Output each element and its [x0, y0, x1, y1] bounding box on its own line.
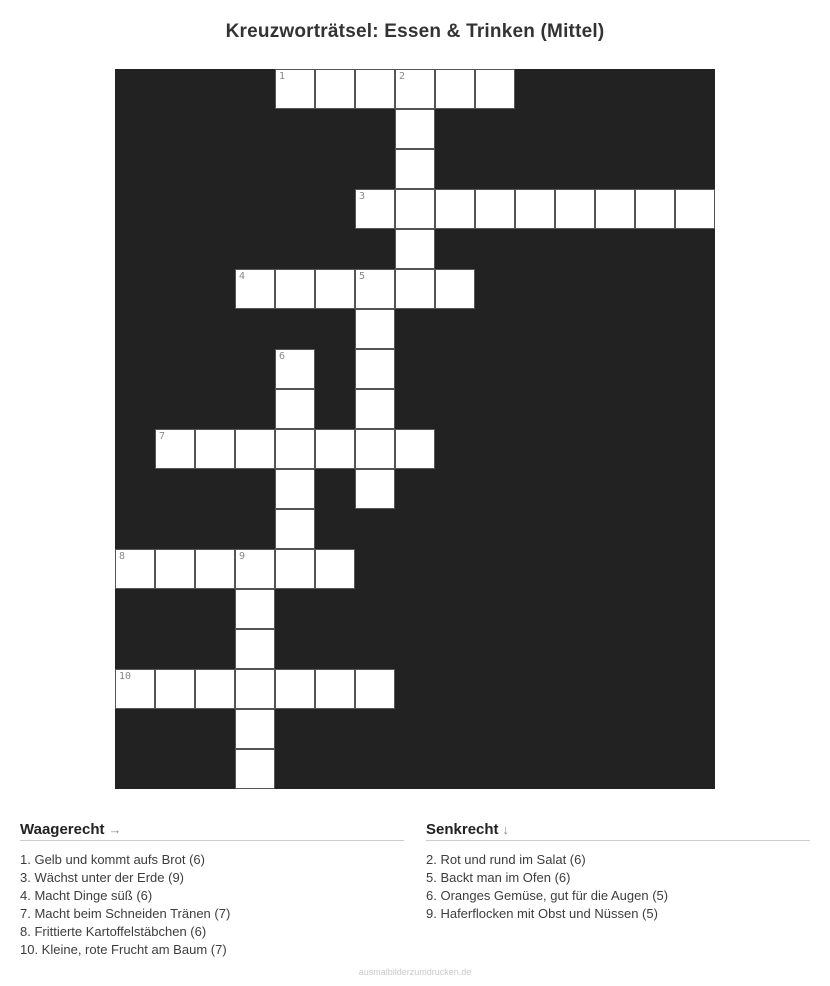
grid-cell-r3-c6[interactable]: [355, 189, 395, 229]
page-title: Kreuzworträtsel: Essen & Trinken (Mittel): [225, 21, 605, 42]
clue-item: 7. Macht beim Schneiden Tränen (7): [20, 906, 231, 921]
cell-number: 9: [239, 551, 246, 562]
cell-number: 1: [279, 71, 286, 82]
crossword-grid: [115, 69, 715, 789]
grid-cell-r9-c1[interactable]: [155, 429, 195, 469]
grid-cell-r5-c7[interactable]: [395, 269, 435, 309]
clue-item: 5. Backt man im Ofen (6): [426, 870, 571, 885]
grid-cell-r13-c3[interactable]: [235, 589, 275, 629]
grid-cell-r3-c13[interactable]: [635, 189, 675, 229]
grid-cell-r15-c3[interactable]: [235, 669, 275, 709]
grid-cell-r10-c4[interactable]: [275, 469, 315, 509]
across-heading-label: Waagerecht: [20, 821, 105, 838]
grid-cell-r3-c14[interactable]: [675, 189, 715, 229]
grid-cell-r9-c2[interactable]: [195, 429, 235, 469]
right-arrow-icon: →: [108, 822, 122, 837]
down-heading: [426, 821, 810, 841]
grid-cell-r4-c7[interactable]: [395, 229, 435, 269]
grid-cell-r15-c2[interactable]: [195, 669, 235, 709]
grid-cell-r15-c1[interactable]: [155, 669, 195, 709]
grid-cell-r9-c3[interactable]: [235, 429, 275, 469]
grid-cell-r0-c8[interactable]: [435, 69, 475, 109]
grid-cell-r12-c0[interactable]: [115, 549, 155, 589]
grid-cell-r3-c11[interactable]: [555, 189, 595, 229]
grid-cell-r12-c3[interactable]: [235, 549, 275, 589]
grid-cell-r3-c7[interactable]: [395, 189, 435, 229]
down-clue-list: [426, 851, 810, 923]
footer-text: ausmalbilderzumdrucken.de: [358, 967, 472, 977]
grid-cell-r11-c4[interactable]: [275, 509, 315, 549]
clue-item: 8. Frittierte Kartoffelstäbchen (6): [20, 924, 207, 939]
grid-cell-r6-c6[interactable]: [355, 309, 395, 349]
grid-cell-r8-c4[interactable]: [275, 389, 315, 429]
grid-cell-r2-c7[interactable]: [395, 149, 435, 189]
across-heading: [20, 821, 404, 841]
clue-item: 2. Rot und rund im Salat (6): [426, 852, 586, 867]
grid-cell-r3-c8[interactable]: [435, 189, 475, 229]
grid-cell-r5-c5[interactable]: [315, 269, 355, 309]
grid-cell-r10-c6[interactable]: [355, 469, 395, 509]
cell-number: 2: [399, 71, 406, 82]
grid-cell-r17-c3[interactable]: [235, 749, 275, 789]
grid-cell-r9-c7[interactable]: [395, 429, 435, 469]
clue-item: 9. Haferflocken mit Obst und Nüssen (5): [426, 906, 658, 921]
grid-cell-r15-c0[interactable]: [115, 669, 155, 709]
grid-cell-r7-c4[interactable]: [275, 349, 315, 389]
grid-cell-r5-c6[interactable]: [355, 269, 395, 309]
grid-cell-r3-c10[interactable]: [515, 189, 555, 229]
grid-cell-r5-c3[interactable]: [235, 269, 275, 309]
grid-cell-r12-c1[interactable]: [155, 549, 195, 589]
clue-item: 6. Oranges Gemüse, gut für die Augen (5): [426, 888, 669, 903]
grid-cell-r8-c6[interactable]: [355, 389, 395, 429]
cell-number: 5: [359, 271, 366, 282]
cell-number: 4: [239, 271, 246, 282]
down-arrow-icon: ↓: [502, 822, 510, 837]
grid-cell-r14-c3[interactable]: [235, 629, 275, 669]
grid-cell-r1-c7[interactable]: [395, 109, 435, 149]
across-clue-list: [20, 851, 404, 959]
cell-number: 10: [119, 671, 132, 682]
grid-cell-r9-c6[interactable]: [355, 429, 395, 469]
cell-number: 8: [119, 551, 126, 562]
grid-cell-r0-c4[interactable]: [275, 69, 315, 109]
grid-cell-r15-c4[interactable]: [275, 669, 315, 709]
grid-cell-r12-c4[interactable]: [275, 549, 315, 589]
grid-cell-r16-c3[interactable]: [235, 709, 275, 749]
grid-cell-r15-c5[interactable]: [315, 669, 355, 709]
cell-number: 3: [359, 191, 366, 202]
clue-item: 3. Wächst unter der Erde (9): [20, 870, 185, 885]
grid-cell-r3-c9[interactable]: [475, 189, 515, 229]
clue-item: 10. Kleine, rote Frucht am Baum (7): [20, 942, 227, 957]
grid-cell-r5-c8[interactable]: [435, 269, 475, 309]
grid-cell-r5-c4[interactable]: [275, 269, 315, 309]
grid-cell-r15-c6[interactable]: [355, 669, 395, 709]
grid-cell-r12-c2[interactable]: [195, 549, 235, 589]
grid-cell-r9-c5[interactable]: [315, 429, 355, 469]
cell-number: 7: [159, 431, 166, 442]
across-clues-column: [20, 821, 404, 959]
clue-item: 1. Gelb und kommt aufs Brot (6): [20, 852, 205, 867]
grid-cell-r0-c6[interactable]: [355, 69, 395, 109]
clues-section: [20, 821, 810, 959]
grid-cell-r7-c6[interactable]: [355, 349, 395, 389]
grid-cell-r9-c4[interactable]: [275, 429, 315, 469]
clue-item: 4. Macht Dinge süß (6): [20, 888, 153, 903]
grid-cell-r0-c5[interactable]: [315, 69, 355, 109]
grid-cell-r12-c5[interactable]: [315, 549, 355, 589]
cell-number: 6: [279, 351, 286, 362]
grid-cell-r3-c12[interactable]: [595, 189, 635, 229]
grid-cell-r0-c7[interactable]: [395, 69, 435, 109]
down-heading-label: Senkrecht: [426, 821, 499, 838]
down-clues-column: [426, 821, 810, 959]
grid-cell-r0-c9[interactable]: [475, 69, 515, 109]
